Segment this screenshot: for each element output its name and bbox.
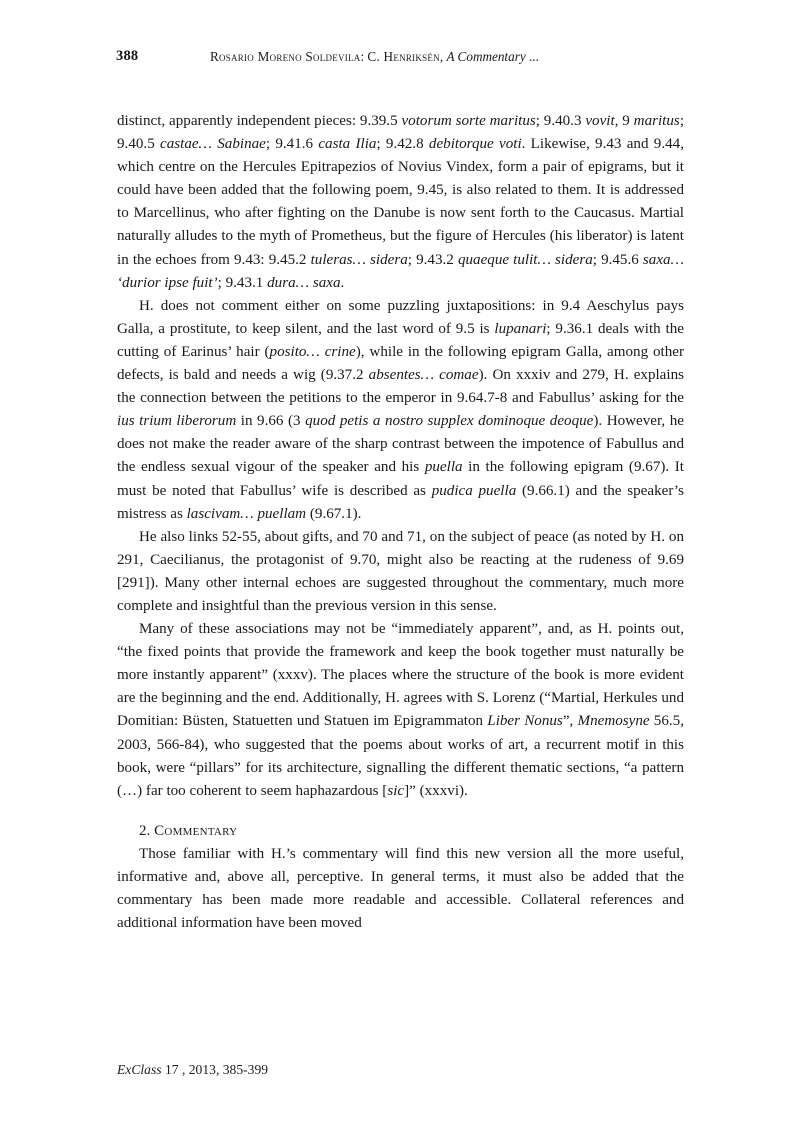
latin-quote: quaeque tulit… sidera <box>457 251 593 268</box>
running-head-reviewed-author: C. Henriksén <box>367 49 440 64</box>
latin-quote: lupanari <box>494 320 547 337</box>
text-run: (9.66.1) and the speaker’s mistress as <box>117 482 684 522</box>
page-folio: 388 <box>116 48 139 64</box>
latin-quote: votorum sorte maritus <box>401 113 536 129</box>
latin-quote: pudica puella <box>431 482 517 499</box>
text-run: ; 9.45.6 <box>592 251 643 268</box>
section-number: 2. <box>139 822 155 839</box>
running-head-title <box>210 49 539 65</box>
text-run: . <box>340 274 345 291</box>
text-run: ). On xxxiv and 279, H. explains the connection between the petitions to the emperor in 9.64.7-8 and Fabullus’ asking for the <box>117 367 684 407</box>
running-head <box>116 48 684 66</box>
text-run: ; 9.40.3 <box>535 113 586 129</box>
running-head-comma: , <box>439 49 447 64</box>
latin-quote: saxa… ‘durior ipse fuit’ <box>117 251 685 291</box>
latin-quote: casta Ilia <box>318 136 377 153</box>
page-footer <box>117 1062 268 1078</box>
text-run: in 9.66 (3 <box>236 413 306 430</box>
latin-quote: debitorque voti <box>428 136 522 153</box>
latin-quote: dura… saxa <box>267 274 341 291</box>
text-run: ; 9.36.1 deals with the cutting of Earinus’ hair ( <box>117 320 684 360</box>
latin-quote: sic <box>387 782 405 799</box>
text-run: ; 9.42.8 <box>376 136 429 153</box>
text-run: in the following epigram (9.67). It must be noted that Fabullus’ wife is described as <box>117 459 684 499</box>
paragraph-3 <box>117 526 684 618</box>
paragraph-1 <box>117 110 684 295</box>
text-run: ; 9.40.5 <box>117 113 685 153</box>
text-run: ]” (xxxvi). <box>404 782 468 799</box>
text-run: . Likewise, 9.43 and 9.44, which centre on the Hercules Epitrapezios of Novius Vindex, form a pair of epigrams, but it could have been added that the following poem, 9.45, is also related to them. It is addressed to Marcellinus, who after fighting on the Danube is now sent forth to the Caucasus. Martial naturally alludes to the myth of Prometheus, but the figure of Hercules (his liberator) is latent in the echoes from 9.43: 9.45.2 <box>117 136 684 268</box>
text-run: Those familiar with H.’s commentary will find this new version all the more useful, informative and, above all, perceptive. In general terms, it must also be added that the commentary has been made more readable and accessible. Collateral references and additional information have been moved <box>117 845 684 932</box>
latin-quote: ius trium liberorum <box>117 413 237 430</box>
latin-quote: absentes… comae <box>368 367 479 384</box>
text-run: ; 9.43.1 <box>217 274 268 291</box>
latin-quote: posito… crine <box>269 343 356 360</box>
text-run: , 9 <box>614 113 634 129</box>
text-run: ). However, he does not make the reader aware of the sharp contrast between the impotence of Fabullus and the endless sexual vigour of the speaker and his <box>117 413 684 476</box>
latin-title: Liber Nonus <box>487 713 563 730</box>
journal-title: Mnemosyne <box>577 713 650 730</box>
footer-citation: 17 , 2013, 385-399 <box>161 1062 269 1077</box>
section-title: Commentary <box>154 822 238 839</box>
text-run: ”, <box>562 713 578 730</box>
latin-quote: vovit <box>585 113 615 129</box>
latin-quote: maritus <box>633 113 680 129</box>
running-head-author: Rosario Moreno Soldevila <box>210 49 361 64</box>
text-run: ), while in the following epigram Galla, among other defects, is bald and needs a wig (9.37.2 <box>117 343 685 384</box>
text-run: He also links 52-55, about gifts, and 70 and 71, on the subject of peace (as noted by H. on 291, Caecilianus, the protagonist of 9.70, might also be reacting at the rudeness of 9.69 [291]). Many other internal echoes are suggested throughout the commentary, much more complete and insightful than the previous version in this sense. <box>117 528 684 614</box>
text-run: ; 9.41.6 <box>265 136 319 153</box>
latin-quote: quod petis a nostro supplex dominoque deoque <box>305 413 594 430</box>
footer-journal-name: ExClass <box>117 1062 162 1077</box>
paragraph-4 <box>117 618 684 803</box>
latin-quote: puella <box>424 459 463 476</box>
text-run: ; 9.43.2 <box>407 251 458 268</box>
latin-quote: lascivam… puellam <box>186 505 307 522</box>
running-head-separator: : <box>360 49 368 64</box>
text-run: distinct, apparently independent pieces: 9.39.5 <box>117 113 402 129</box>
text-run: 56.5, 2003, 566-84), who suggested that the poems about works of art, a recurrent motif in this book, were “pillars” for its architecture, signalling the different thematic sections, “a pattern (…) far too coherent to seem haphazardous [ <box>117 713 684 799</box>
text-run: Many of these associations may not be “immediately apparent”, and, as H. points out, “the fixed points that provide the framework and keep the book together must naturally be more instantly apparent” (xxxv). The places where the structure of the book is more evident are the beginning and the end. Additionally, H. agrees with S. Lorenz (“Martial, Herkules und Domitian: Büsten, Statuetten und Statuen im Epigrammaton <box>117 621 684 730</box>
latin-quote: castae… Sabinae <box>160 136 266 153</box>
running-head-ellipsis: ... <box>525 49 539 64</box>
paragraph-2 <box>117 295 684 526</box>
section-heading <box>117 803 684 843</box>
paragraph-5 <box>117 843 684 935</box>
text-run: (9.67.1). <box>306 505 362 522</box>
running-head-work-title: A Commentary <box>446 49 526 64</box>
text-block <box>117 110 684 935</box>
text-run: H. does not comment either on some puzzling juxtapositions: in 9.4 Aeschylus pays Galla, a prostitute, to keep silent, and the last word of 9.5 is <box>117 297 684 337</box>
latin-quote: tuleras… sidera <box>310 251 408 268</box>
